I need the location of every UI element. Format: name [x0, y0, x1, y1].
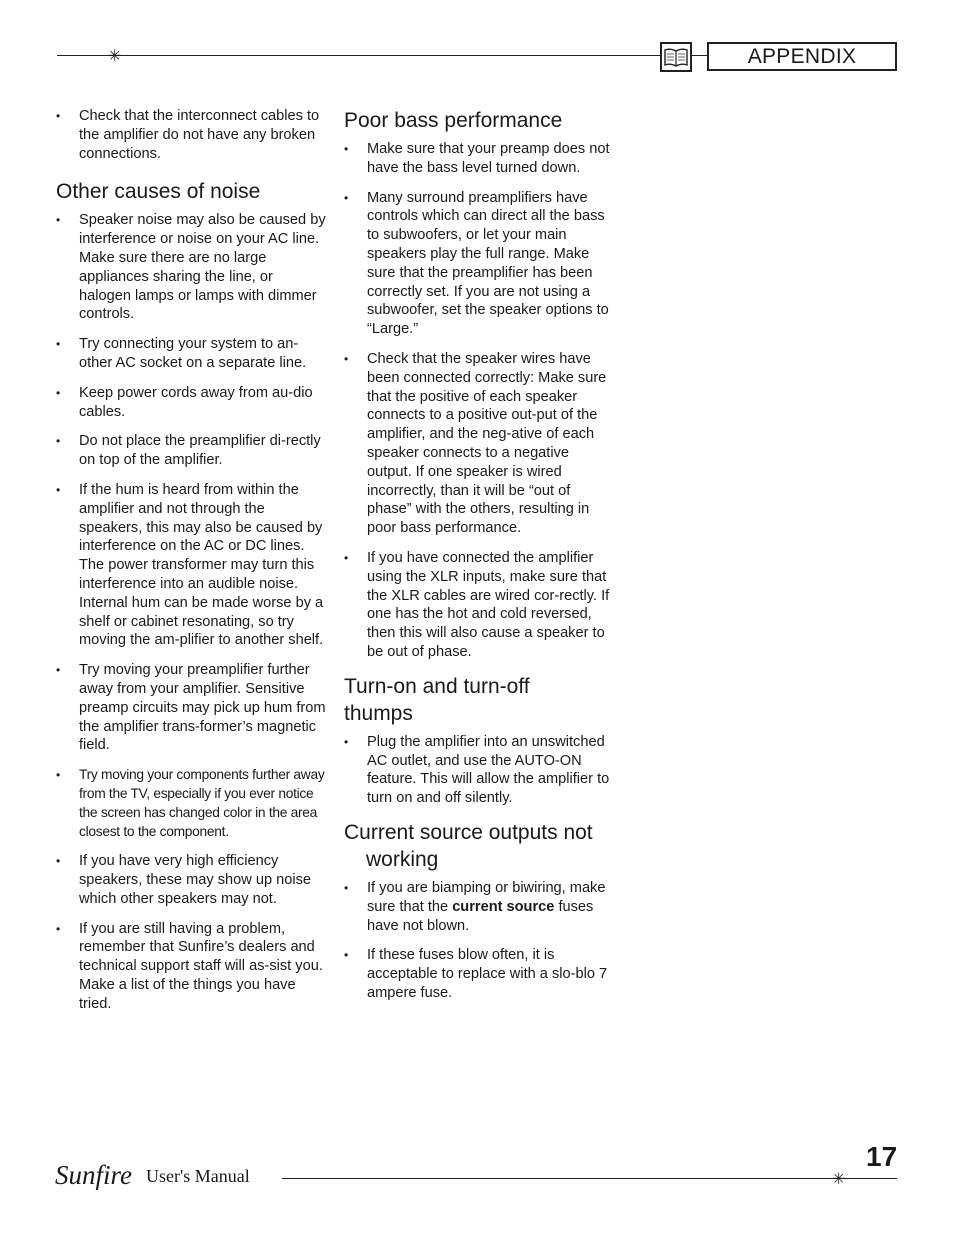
- list-item: • If you are still having a problem, remember that Sunfire’s dealers and technical support staff will as-sist you. Make a list of the things you have tried.: [56, 920, 326, 1014]
- list-item: • Many surround preamplifiers have controls which can direct all the bass to subwoofers, or let your main speakers play the full range. Make sure that the preamplifier has been correctly set. If you are not using a subwoofer, set the speaker options to “Large.”: [344, 189, 614, 339]
- list-item: [344, 879, 614, 935]
- list-item: • Do not place the preamplifier di-rectly on top of the amplifier.: [56, 432, 326, 470]
- manual-label: User's Manual: [146, 1166, 250, 1186]
- intro-list: [56, 107, 326, 163]
- list-item: • If you have connected the amplifier using the XLR inputs, make sure that the XLR cables are wired cor-rectly. If one has the hot and cold reversed, then this will also cause a speaker to be out of phase.: [344, 549, 614, 662]
- list-item: • Try connecting your system to an-other AC socket on a separate line.: [56, 335, 326, 373]
- left-column: [56, 107, 326, 1025]
- list-item: • Speaker noise may also be caused by interference or noise on your AC line. Make sure there are no large appliances sharing the line, or halogen lamps or lamps with dimmer controls.: [56, 211, 326, 324]
- thumps-list: [344, 733, 614, 808]
- list-item: • Keep power cords away from au-dio cables.: [56, 384, 326, 422]
- section-heading: Current source outputs not working: [344, 820, 593, 871]
- right-column: [344, 107, 614, 1014]
- list-item: • Check that the speaker wires have been connected correctly: Make sure that the positive of each speaker connects to a positive out-put of the amplifier, and the neg-ative of each speaker connects to a negative output. If one speaker is wired incorrectly, than it will be “out of phase” with the others, resulting in poor bass performance.: [344, 350, 614, 538]
- list-item: • If these fuses blow often, it is acceptable to replace with a slo-blo 7 ampere fuse.: [344, 946, 614, 1002]
- page-number: 17: [866, 1141, 898, 1172]
- header-connector-rule: [692, 55, 707, 56]
- list-item: • Make sure that your preamp does not have the bass level turned down.: [344, 140, 614, 178]
- footer-star-ornament: ✳: [832, 1169, 846, 1188]
- list-item: • Try moving your preamplifier further away from your amplifier. Sensitive preamp circuits may pick up hum from the amplifier trans-former’s magnetic field.: [56, 661, 326, 755]
- list-item: • If the hum is heard from within the amplifier and not through the speakers, this may also be caused by interference on the AC or DC lines. The power transformer may turn this interference into an audible noise. Internal hum can be made worse by a shelf or cabinet resonating, so try moving the am-plifier to another shelf.: [56, 481, 326, 650]
- footer-rule: [282, 1178, 897, 1179]
- noise-list: [56, 211, 326, 1013]
- bold-term: current source: [452, 898, 555, 915]
- header-rule: [57, 55, 660, 56]
- list-item: • Plug the amplifier into an unswitched AC outlet, and use the AUTO-ON feature. This will allow the amplifier to turn on and off silently.: [344, 733, 614, 808]
- header-star-ornament: ✳: [108, 46, 122, 65]
- section-heading: Poor bass performance: [344, 109, 563, 132]
- brand-logo: Sunfire: [55, 1160, 132, 1190]
- section-label: APPENDIX: [707, 42, 897, 71]
- list-item: • If you have very high efficiency speakers, these may show up noise which other speakers may not.: [56, 852, 326, 908]
- section-heading: Turn-on and turn-off thumps: [344, 674, 530, 725]
- list-item-text: If you are biamping or biwiring, make sure that the: [367, 879, 606, 915]
- list-item: • Check that the interconnect cables to the amplifier do not have any broken connections.: [56, 107, 326, 163]
- current-source-list: [344, 879, 614, 1003]
- book-icon: [660, 42, 692, 72]
- list-item-text: fuses have not blown.: [367, 898, 594, 934]
- bass-list: [344, 140, 614, 662]
- section-heading: Other causes of noise: [56, 180, 261, 204]
- list-item: • Try moving your components further away from the TV, especially if you ever notice the screen has changed color in the area closest to the component.: [56, 766, 326, 841]
